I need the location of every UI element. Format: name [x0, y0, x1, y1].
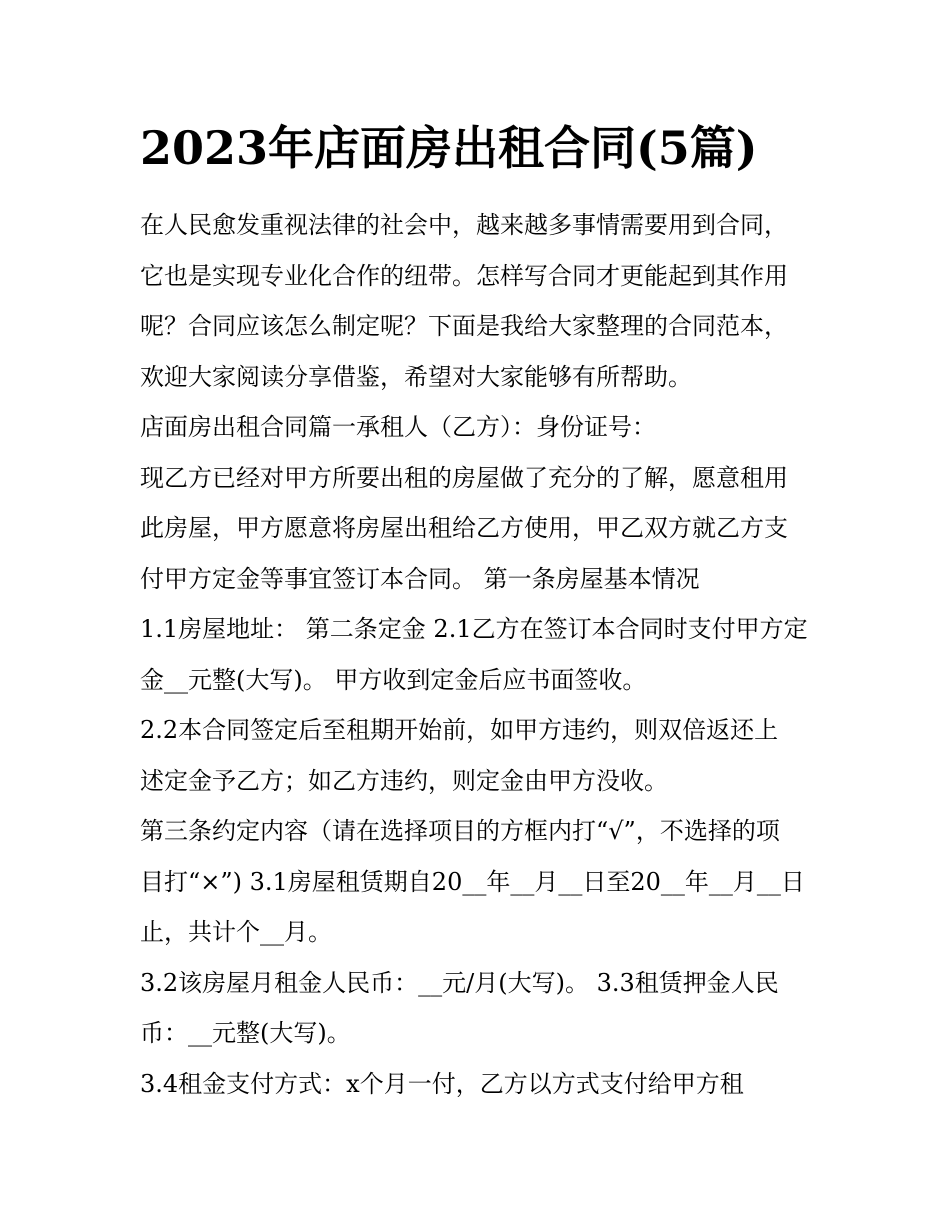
body-line: 述定金予乙方；如乙方违约，则定金由甲方没收。	[140, 766, 668, 795]
document-body	[140, 200, 820, 1109]
body-line: 3.4租金支付方式：x个月一付，乙方以方式支付给甲方租	[140, 1069, 744, 1098]
body-line: 呢？合同应该怎么制定呢？下面是我给大家整理的合同范本，	[140, 312, 788, 340]
body-line: 1.1房屋地址： 第二条定金 2.1乙方在签订本合同时支付甲方定	[140, 615, 808, 643]
document-title: 2023年店面房出租合同(5篇)	[140, 121, 758, 175]
body-line: 现乙方已经对甲方所要出租的房屋做了充分的了解，愿意租用	[140, 463, 788, 492]
body-line: 金__元整(大写)。 甲方收到定金后应书面签收。	[140, 665, 647, 694]
body-line: 它也是实现专业化合作的纽带。怎样写合同才更能起到其作用	[140, 261, 788, 290]
body-line: 目打“×”) 3.1房屋租赁期自20__年__月__日至20__年__月__日	[140, 867, 805, 896]
body-line: 币：__元整(大写)。	[140, 1019, 351, 1047]
body-line: 2.2本合同签定后至租期开始前，如甲方违约，则双倍返还上	[140, 716, 779, 744]
body-line: 3.2该房屋月租金人民币：__元/月(大写)。 3.3租赁押金人民	[140, 968, 779, 997]
body-line: 第三条约定内容（请在选择项目的方框内打“√”，不选择的项	[140, 817, 780, 845]
body-line: 在人民愈发重视法律的社会中，越来越多事情需要用到合同，	[140, 211, 788, 239]
body-line: 止，共计个__月。	[140, 918, 332, 946]
body-line: 此房屋，甲方愿意将房屋出租给乙方使用，甲乙双方就乙方支	[140, 514, 788, 542]
body-line: 欢迎大家阅读分享借鉴，希望对大家能够有所帮助。	[140, 362, 692, 391]
body-line: 店面房出租合同篇一承租人（乙方）：身份证号：	[140, 413, 656, 441]
body-line: 付甲方定金等事宜签订本合同。 第一条房屋基本情况	[140, 564, 700, 593]
